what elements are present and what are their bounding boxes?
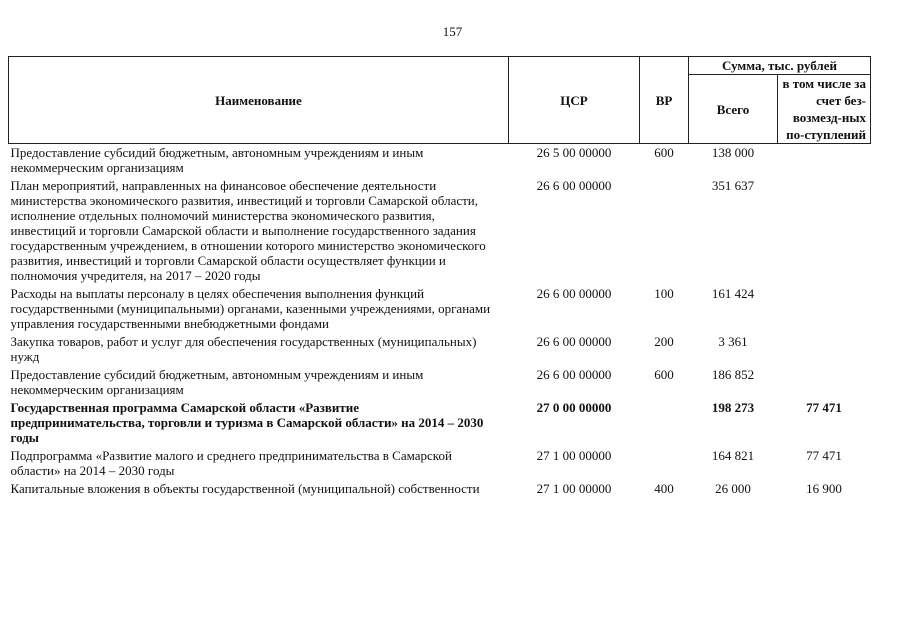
row-vr	[640, 399, 689, 447]
row-vr: 200	[654, 334, 674, 349]
row-vr: 400	[654, 481, 674, 496]
row-csr: 26 6 00 00000	[536, 334, 612, 349]
row-free-receipts	[778, 366, 871, 399]
row-name: Предоставление субсидий бюджетным, автономным учреждениям и иным некоммерческим организациям	[10, 367, 424, 397]
row-name: Предоставление субсидий бюджетным, автономным учреждениям и иным некоммерческим организациям	[10, 145, 424, 175]
row-total: 351 637	[711, 178, 755, 193]
header-csr: ЦСР	[509, 57, 640, 144]
row-total: 26 000	[715, 481, 751, 496]
row-csr: 26 5 00 00000	[536, 145, 612, 160]
table-row	[9, 366, 871, 399]
row-free-receipts: 16 900	[806, 481, 842, 496]
page-number: 157	[442, 24, 463, 39]
header-sum-group: Сумма, тыс. рублей	[689, 57, 871, 75]
row-name: Капитальные вложения в объекты государственной (муниципальной) собственности	[10, 481, 480, 496]
row-free-receipts	[778, 285, 871, 333]
row-total: 164 821	[711, 448, 755, 463]
row-total: 3 361	[718, 334, 748, 349]
row-vr	[640, 177, 689, 285]
table-row	[9, 447, 871, 480]
table-row	[9, 144, 871, 178]
row-vr: 600	[654, 145, 674, 160]
budget-table	[8, 56, 871, 498]
row-free-receipts	[778, 144, 871, 178]
row-csr: 27 1 00 00000	[536, 481, 612, 496]
table-row	[9, 333, 871, 366]
table-row	[9, 177, 871, 285]
row-free-receipts: 77 471	[806, 400, 842, 415]
row-csr: 26 6 00 00000	[536, 367, 612, 382]
header-name: Наименование	[9, 57, 509, 144]
row-free-receipts: 77 471	[806, 448, 842, 463]
header-vr: ВР	[640, 57, 689, 144]
row-csr: 27 0 00 00000	[536, 400, 612, 415]
row-csr: 26 6 00 00000	[536, 178, 612, 193]
header-total: Всего	[689, 75, 778, 144]
row-vr	[640, 447, 689, 480]
row-vr: 100	[654, 286, 674, 301]
row-free-receipts	[778, 177, 871, 285]
table-row	[9, 480, 871, 498]
row-total: 161 424	[711, 286, 755, 301]
row-vr: 600	[654, 367, 674, 382]
row-free-receipts	[778, 333, 871, 366]
row-name: Закупка товаров, работ и услуг для обеспечения государственных (муниципальных) нужд	[10, 334, 477, 364]
header-free-receipts: в том числе за счет без-возмезд-ных по-ступлений	[778, 75, 871, 144]
table-body	[9, 144, 871, 499]
row-name: Расходы на выплаты персоналу в целях обеспечения выполнения функций государственными (муниципальными) органами, казенными учреждениями, органами управления государственными внебюджетными фондами	[10, 286, 491, 331]
row-csr: 26 6 00 00000	[536, 286, 612, 301]
row-name: Подпрограмма «Развитие малого и среднего предпринимательства в Самарской области» на 2014 – 2030 годы	[10, 448, 452, 478]
row-total: 186 852	[711, 367, 755, 382]
row-name: План мероприятий, направленных на финансовое обеспечение деятельности министерства экономического развития, инвестиций и торговли Самарской области, исполнение отдельных полномочий министерства экономического развития, инвестиций и торговли Самарской области и выполнение государственного задания государственным учреждением, в отношении которого министерство экономического развития, инвестиций и торговли Самарской области осуществляет функции и полномочия учредителя, на 2017 – 2020 годы	[10, 178, 486, 283]
row-name: Государственная программа Самарской области «Развитие предпринимательства, торговли и туризма в Самарской области» на 2014 – 2030 годы	[10, 400, 484, 445]
table-row	[9, 399, 871, 447]
row-csr: 27 1 00 00000	[536, 448, 612, 463]
table-header	[9, 57, 871, 144]
row-total: 138 000	[711, 145, 755, 160]
row-total: 198 273	[711, 400, 755, 415]
table-row	[9, 285, 871, 333]
